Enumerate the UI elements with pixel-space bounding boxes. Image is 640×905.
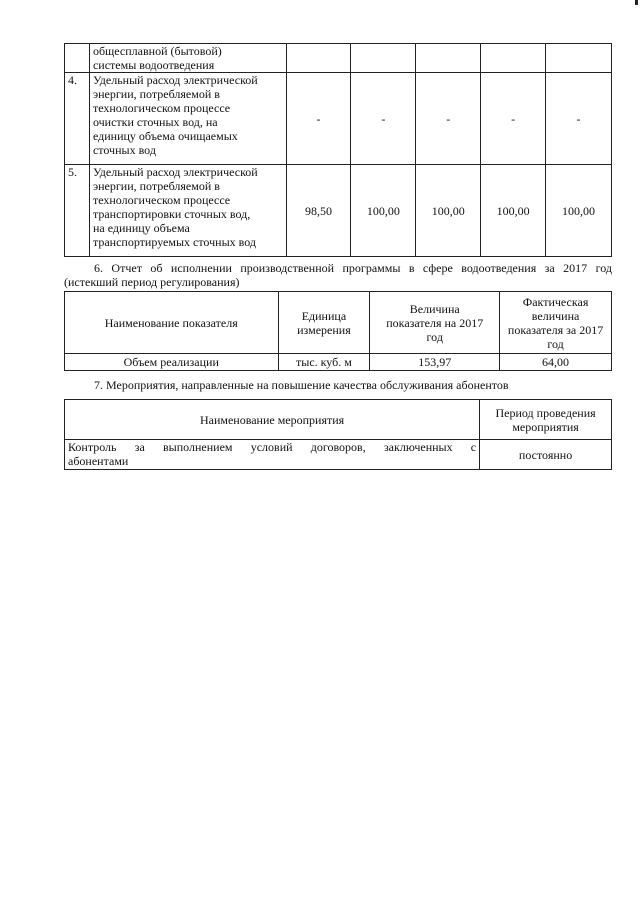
text-line: Контроль за выполнением условий договоров, заключенных с — [68, 440, 477, 454]
section-7-title: 7. Мероприятия, направленные на повышение качества обслуживания абонентов — [94, 378, 509, 392]
row-number — [65, 44, 90, 73]
text-line: сточных вод — [92, 143, 156, 157]
row-period: постоянно — [480, 440, 612, 470]
section-6-heading — [64, 261, 612, 289]
text-line: на единицу объема — [92, 221, 190, 235]
header-measure-name: Наименование мероприятия — [65, 400, 480, 440]
value-cell — [416, 44, 481, 73]
header-indicator-name: Наименование показателя — [65, 292, 279, 354]
text-line: Единица — [301, 308, 347, 323]
row-actual: 64,00 — [500, 354, 612, 371]
row-measure-name — [65, 440, 480, 470]
text-line: Период проведения — [495, 405, 596, 420]
text-line: год — [547, 336, 564, 351]
value-cell: - — [351, 73, 416, 165]
text-line: технологическом процессе — [92, 193, 231, 207]
text-line: энергии, потребляемой в — [92, 179, 220, 193]
text-line: показателя за 2017 — [507, 322, 604, 337]
table-row — [65, 44, 612, 73]
indicator-name — [89, 73, 286, 165]
text-line: Величина — [409, 301, 460, 316]
text-line: единицу объема очищаемых — [92, 129, 238, 143]
value-cell — [351, 44, 416, 73]
table-row — [65, 440, 612, 470]
header-period — [480, 400, 612, 440]
indicator-name — [89, 44, 286, 73]
text-line: транспортировки сточных вод, — [92, 207, 251, 221]
row-planned: 153,97 — [370, 354, 500, 371]
header-row — [65, 292, 612, 354]
section-6-line-1 — [64, 261, 612, 275]
section-6-line-2: (истекший период регулирования) — [64, 275, 240, 289]
value-cell — [286, 44, 351, 73]
header-planned — [370, 292, 500, 354]
text-line: величина — [531, 308, 580, 323]
header-actual — [500, 292, 612, 354]
value-cell: - — [286, 73, 351, 165]
text-line: мероприятия — [512, 419, 579, 434]
row-number: 4. — [65, 73, 90, 165]
value-cell: - — [546, 73, 612, 165]
corner-mark — [635, 0, 638, 5]
text-line: технологическом процессе — [92, 101, 231, 115]
table-row — [65, 354, 612, 371]
value-cell: - — [481, 73, 546, 165]
header-unit — [278, 292, 370, 354]
text-line: Удельный расход электрической — [92, 73, 258, 87]
table-row — [65, 73, 612, 165]
text-line: транспортируемых сточных вод — [92, 235, 256, 249]
text-line: измерения — [297, 322, 351, 337]
value-cell: 100,00 — [416, 165, 481, 257]
table-row — [65, 165, 612, 257]
text-line: Фактическая — [522, 294, 589, 309]
text-line: год — [426, 329, 443, 344]
text-line: показателя на 2017 — [386, 315, 484, 330]
value-cell — [546, 44, 612, 73]
text-line: абонентами — [68, 454, 129, 468]
row-indicator-name: Объем реализации — [65, 354, 279, 371]
row-number: 5. — [65, 165, 90, 257]
row-unit: тыс. куб. м — [278, 354, 370, 371]
value-cell: 98,50 — [286, 165, 351, 257]
text-line: Удельный расход электрической — [92, 165, 258, 179]
section-6-title: 6. Отчет об исполнении производственной программы в сфере водоотведения за 2017 год — [94, 261, 612, 275]
header-row — [65, 400, 612, 440]
value-cell — [481, 44, 546, 73]
indicators-table — [64, 43, 612, 257]
indicator-name — [89, 165, 286, 257]
value-cell: - — [416, 73, 481, 165]
measures-table — [64, 399, 612, 470]
value-cell: 100,00 — [351, 165, 416, 257]
program-report-table — [64, 291, 612, 371]
text-line: энергии, потребляемой в — [92, 87, 220, 101]
text-line: системы водоотведения — [92, 58, 215, 72]
text-line: очистки сточных вод, на — [92, 115, 218, 129]
text-line: общесплавной (бытовой) — [92, 44, 222, 58]
value-cell: 100,00 — [481, 165, 546, 257]
value-cell: 100,00 — [546, 165, 612, 257]
